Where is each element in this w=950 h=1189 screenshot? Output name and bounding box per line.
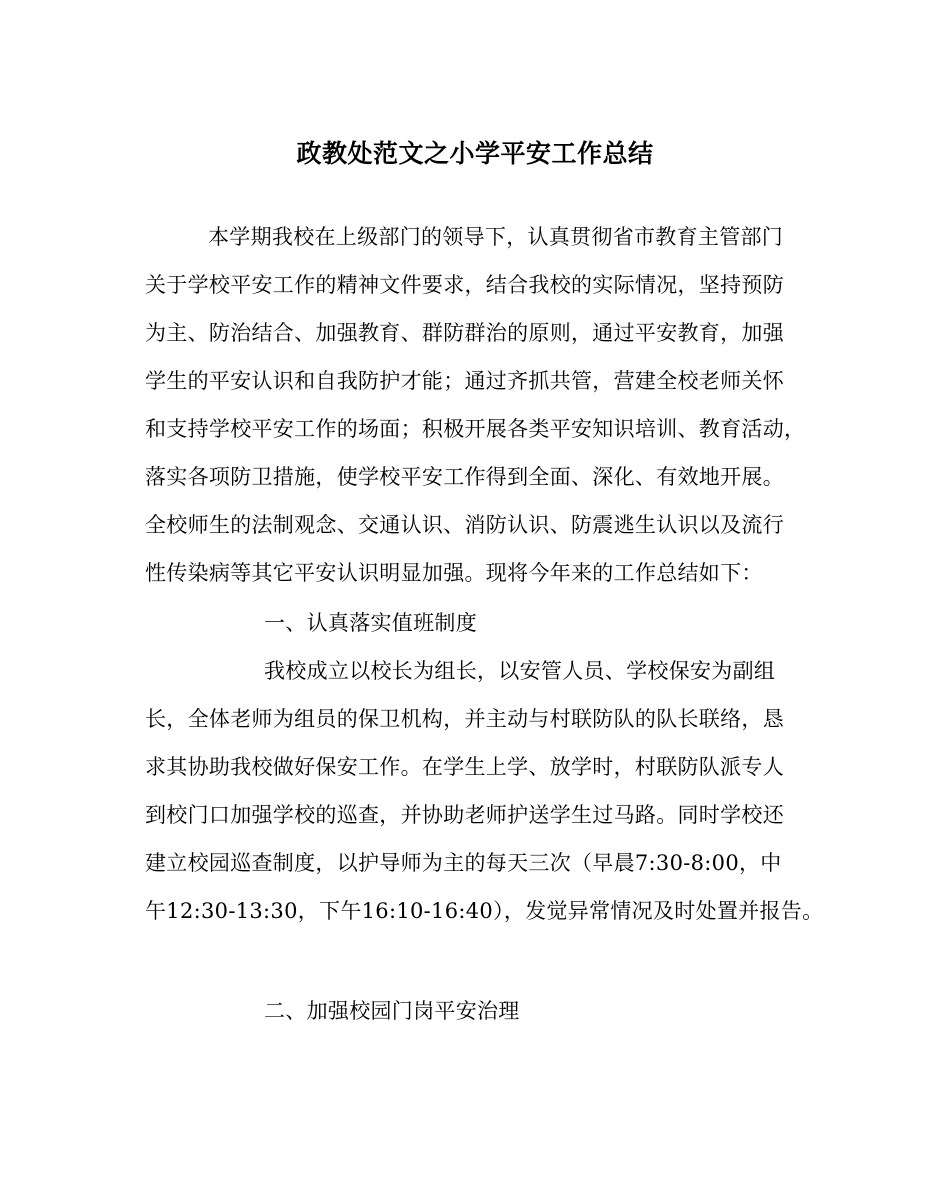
paragraph-line: 学生的平安认识和自我防护才能；通过齐抓共管，营建全校老师关怀 (145, 369, 784, 393)
paragraph-line: 我校成立以校长为组长，以安管人员、学校保安为副组 (264, 659, 776, 683)
paragraph-line: 全校师生的法制观念、交通认识、消防认识、防震逃生认识以及流行 (145, 513, 784, 537)
paragraph-line: 求其协助我校做好保安工作。在学生上学、放学时，村联防队派专人 (145, 755, 784, 779)
paragraph-line: 建立校园巡查制度，以护导师为主的每天三次（早晨7:30-8:00，中 (145, 851, 782, 875)
section-heading-1: 一、认真落实值班制度 (264, 611, 477, 635)
paragraph-line: 为主、防治结合、加强教育、群防群治的原则，通过平安教育，加强 (145, 321, 784, 345)
paragraph-line: 本学期我校在上级部门的领导下，认真贯彻省市教育主管部门 (208, 225, 784, 249)
paragraph-line: 落实各项防卫措施，使学校平安工作得到全面、深化、有效地开展。 (145, 465, 784, 489)
document-title: 政教处范文之小学平安工作总结 (296, 139, 654, 168)
paragraph-line: 午12:30-13:30，下午16:10-16:40），发觉异常情况及时处置并报告。 (145, 899, 824, 923)
paragraph-line: 性传染病等其它平安认识明显加强。现将今年来的工作总结如下： (145, 561, 763, 585)
paragraph-line: 到校门口加强学校的巡查，并协助老师护送学生过马路。同时学校还 (145, 803, 784, 827)
paragraph-line: 和支持学校平安工作的场面；积极开展各类平安知识培训、教育活动， (145, 417, 806, 441)
paragraph-line: 关于学校平安工作的精神文件要求，结合我校的实际情况，坚持预防 (145, 273, 784, 297)
section-heading-2: 二、加强校园门岗平安治理 (264, 999, 520, 1023)
paragraph-line: 长，全体老师为组员的保卫机构，并主动与村联防队的队长联络，恳 (145, 707, 784, 731)
